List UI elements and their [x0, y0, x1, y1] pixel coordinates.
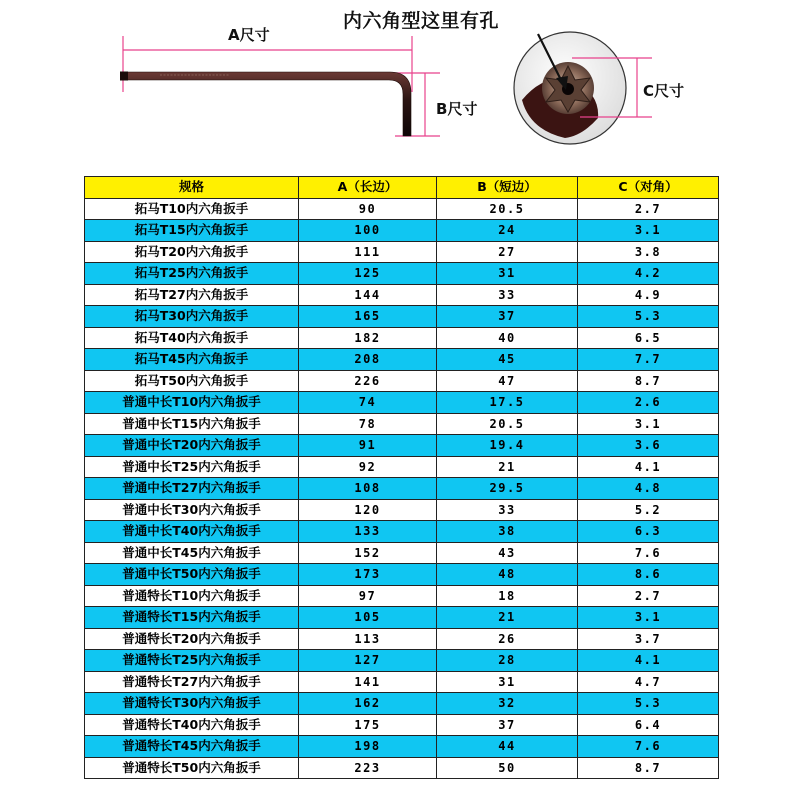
c-value-cell: 7.7	[578, 349, 719, 371]
a-value-cell: 90	[299, 198, 437, 220]
a-value-cell: 182	[299, 327, 437, 349]
table-row	[85, 585, 719, 607]
c-value-cell: 3.1	[578, 413, 719, 435]
b-value-cell: 47	[437, 370, 578, 392]
spec-cell: 拓马T27内六角扳手	[85, 284, 299, 306]
table-row	[85, 306, 719, 328]
c-value-cell: 2.7	[578, 198, 719, 220]
table-row	[85, 499, 719, 521]
a-value-cell: 173	[299, 564, 437, 586]
b-value-cell: 37	[437, 306, 578, 328]
spec-cell: 拓马T40内六角扳手	[85, 327, 299, 349]
b-value-cell: 21	[437, 456, 578, 478]
b-value-cell: 17.5	[437, 392, 578, 414]
a-value-cell: 105	[299, 607, 437, 629]
spec-cell: 拓马T30内六角扳手	[85, 306, 299, 328]
a-dimension-label: A尺寸	[228, 26, 270, 44]
table-header-row	[85, 177, 719, 199]
b-value-cell: 43	[437, 542, 578, 564]
c-value-cell: 3.1	[578, 607, 719, 629]
a-value-cell: 226	[299, 370, 437, 392]
wrench-body	[120, 72, 411, 137]
c-value-cell: 7.6	[578, 736, 719, 758]
table-row	[85, 542, 719, 564]
table-row	[85, 671, 719, 693]
c-value-cell: 5.3	[578, 693, 719, 715]
spec-cell: 普通中长T25内六角扳手	[85, 456, 299, 478]
b-value-cell: 44	[437, 736, 578, 758]
table-row	[85, 757, 719, 779]
table-row	[85, 413, 719, 435]
spec-cell: 普通中长T15内六角扳手	[85, 413, 299, 435]
c-value-cell: 2.6	[578, 392, 719, 414]
c-value-cell: 4.1	[578, 650, 719, 672]
spec-table-body	[85, 198, 719, 779]
c-value-cell: 6.4	[578, 714, 719, 736]
b-value-cell: 31	[437, 263, 578, 285]
spec-cell: 普通特长T40内六角扳手	[85, 714, 299, 736]
c-value-cell: 2.7	[578, 585, 719, 607]
a-value-cell: 198	[299, 736, 437, 758]
table-row	[85, 650, 719, 672]
a-value-cell: 144	[299, 284, 437, 306]
spec-cell: 普通中长T40内六角扳手	[85, 521, 299, 543]
b-value-cell: 50	[437, 757, 578, 779]
b-value-cell: 27	[437, 241, 578, 263]
c-value-cell: 6.3	[578, 521, 719, 543]
spec-cell: 拓马T50内六角扳手	[85, 370, 299, 392]
c-value-cell: 4.8	[578, 478, 719, 500]
table-row	[85, 628, 719, 650]
table-row	[85, 478, 719, 500]
spec-cell: 普通中长T45内六角扳手	[85, 542, 299, 564]
b-value-cell: 45	[437, 349, 578, 371]
c-value-cell: 3.8	[578, 241, 719, 263]
c-value-cell: 8.6	[578, 564, 719, 586]
c-value-cell: 4.1	[578, 456, 719, 478]
spec-cell: 普通特长T45内六角扳手	[85, 736, 299, 758]
spec-cell: 普通特长T20内六角扳手	[85, 628, 299, 650]
table-row	[85, 349, 719, 371]
header-a-long-side: A（长边）	[299, 177, 437, 199]
a-value-cell: 120	[299, 499, 437, 521]
spec-cell: 普通特长T15内六角扳手	[85, 607, 299, 629]
c-value-cell: 5.3	[578, 306, 719, 328]
c-value-cell: 3.7	[578, 628, 719, 650]
spec-table	[84, 176, 719, 779]
b-value-cell: 20.5	[437, 198, 578, 220]
table-row	[85, 284, 719, 306]
table-row	[85, 435, 719, 457]
a-value-cell: 165	[299, 306, 437, 328]
spec-cell: 拓马T25内六角扳手	[85, 263, 299, 285]
a-value-cell: 78	[299, 413, 437, 435]
spec-cell: 普通特长T25内六角扳手	[85, 650, 299, 672]
b-value-cell: 31	[437, 671, 578, 693]
a-value-cell: 223	[299, 757, 437, 779]
spec-cell: 普通特长T30内六角扳手	[85, 693, 299, 715]
table-row	[85, 521, 719, 543]
spec-cell: 普通中长T10内六角扳手	[85, 392, 299, 414]
c-value-cell: 4.9	[578, 284, 719, 306]
a-value-cell: 108	[299, 478, 437, 500]
table-row	[85, 714, 719, 736]
header-b-short-side: B（短边）	[437, 177, 578, 199]
table-row	[85, 456, 719, 478]
a-value-cell: 133	[299, 521, 437, 543]
table-row	[85, 736, 719, 758]
table-row	[85, 693, 719, 715]
c-value-cell: 4.2	[578, 263, 719, 285]
spec-cell: 普通特长T10内六角扳手	[85, 585, 299, 607]
table-row	[85, 392, 719, 414]
spec-cell: 拓马T15内六角扳手	[85, 220, 299, 242]
spec-cell: 普通中长T30内六角扳手	[85, 499, 299, 521]
table-row	[85, 370, 719, 392]
a-value-cell: 162	[299, 693, 437, 715]
table-row	[85, 327, 719, 349]
spec-cell: 普通中长T27内六角扳手	[85, 478, 299, 500]
a-value-cell: 111	[299, 241, 437, 263]
c-value-cell: 7.6	[578, 542, 719, 564]
b-value-cell: 32	[437, 693, 578, 715]
a-value-cell: 97	[299, 585, 437, 607]
b-value-cell: 29.5	[437, 478, 578, 500]
a-value-cell: 74	[299, 392, 437, 414]
a-value-cell: 113	[299, 628, 437, 650]
spec-cell: 普通中长T20内六角扳手	[85, 435, 299, 457]
a-value-cell: 91	[299, 435, 437, 457]
spec-cell: 拓马T20内六角扳手	[85, 241, 299, 263]
table-row	[85, 607, 719, 629]
c-value-cell: 8.7	[578, 757, 719, 779]
table-row	[85, 263, 719, 285]
b-value-cell: 19.4	[437, 435, 578, 457]
b-value-cell: 37	[437, 714, 578, 736]
header-spec: 规格	[85, 177, 299, 199]
header-c-diagonal: C（对角）	[578, 177, 719, 199]
spec-cell: 拓马T10内六角扳手	[85, 198, 299, 220]
hole-note: 内六角型这里有孔	[343, 10, 500, 32]
b-value-cell: 26	[437, 628, 578, 650]
spec-cell: 普通特长T50内六角扳手	[85, 757, 299, 779]
table-row	[85, 241, 719, 263]
tip-closeup	[514, 32, 626, 144]
c-value-cell: 3.1	[578, 220, 719, 242]
table-row	[85, 564, 719, 586]
b-value-cell: 38	[437, 521, 578, 543]
a-value-cell: 152	[299, 542, 437, 564]
spec-cell: 普通特长T27内六角扳手	[85, 671, 299, 693]
table-row	[85, 220, 719, 242]
b-value-cell: 18	[437, 585, 578, 607]
c-value-cell: 6.5	[578, 327, 719, 349]
c-value-cell: 8.7	[578, 370, 719, 392]
c-dimension-label: C尺寸	[643, 82, 685, 100]
c-value-cell: 5.2	[578, 499, 719, 521]
b-value-cell: 20.5	[437, 413, 578, 435]
c-value-cell: 3.6	[578, 435, 719, 457]
c-value-cell: 4.7	[578, 671, 719, 693]
a-value-cell: 175	[299, 714, 437, 736]
a-value-cell: 127	[299, 650, 437, 672]
b-value-cell: 33	[437, 284, 578, 306]
a-value-cell: 92	[299, 456, 437, 478]
b-value-cell: 33	[437, 499, 578, 521]
spec-cell: 普通中长T50内六角扳手	[85, 564, 299, 586]
b-value-cell: 28	[437, 650, 578, 672]
b-dimension-label: B尺寸	[436, 100, 478, 118]
a-value-cell: 100	[299, 220, 437, 242]
a-value-cell: 125	[299, 263, 437, 285]
a-value-cell: 141	[299, 671, 437, 693]
table-row	[85, 198, 719, 220]
spec-cell: 拓马T45内六角扳手	[85, 349, 299, 371]
b-value-cell: 40	[437, 327, 578, 349]
a-value-cell: 208	[299, 349, 437, 371]
b-value-cell: 24	[437, 220, 578, 242]
b-value-cell: 48	[437, 564, 578, 586]
b-value-cell: 21	[437, 607, 578, 629]
